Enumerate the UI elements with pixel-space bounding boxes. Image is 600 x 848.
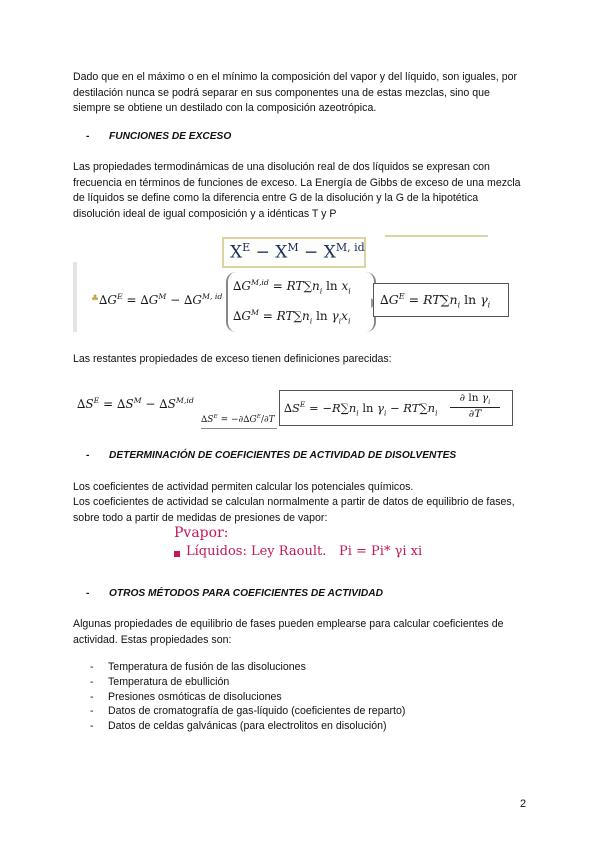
heading-title: DETERMINACIÓN DE COEFICIENTES DE ACTIVIDAD DE DISOLVENTES (109, 450, 457, 461)
intro-paragraph: Dado que en el máximo o en el mínimo la composición del vapor y del líquido, son iguales, por destilación nunca se podrá separar en sus componentes una de estas mezclas, sino que siempre se obtiene un destilado con la composición azeotrópica. (73, 71, 518, 114)
excess-gibbs-equation-figure (73, 232, 523, 344)
pvapor-label: Pvapor: (174, 525, 229, 541)
heading-bullet: - (86, 450, 90, 461)
list-item: - Presiones osmóticas de disoluciones (90, 690, 282, 703)
list-item: - Temperatura de ebullición (90, 675, 230, 688)
ge-result-box: $\Delta G^E = RT\sum n_i$ $\ln \gamma_i$ (373, 283, 509, 317)
xe-definition-box: $X^E - X^M - X^{M, id}$ (222, 237, 366, 268)
excess-entropy-equation-figure (73, 384, 513, 438)
page-number: 2 (520, 798, 527, 810)
section-heading-otros-metodos (86, 588, 383, 599)
section2-line2: Los coeficientes de actividad se calculan normalmente a partir de datos de equilibrio de fases, sobre todo a partir de medidas de presiones de vapor: (73, 496, 515, 524)
list-item: - Datos de cromatografía de gas-líquido (coeficientes de reparto) (90, 705, 406, 718)
section-heading-funciones-exceso (86, 131, 231, 142)
section3-paragraph: Algunas propiedades de equilibrio de fases pueden emplearse para calcular coeficientes de actividad. Estas propiedades son: (73, 618, 504, 646)
derivative-underline (201, 428, 277, 429)
delta-se-definition: $\Delta S^E = \Delta S^M - \Delta S^{M,id}$ (77, 396, 194, 411)
liquidos-label: Líquidos: Ley Raoult. (186, 544, 327, 559)
delta-gm-ideal: $\Delta G^{M,id} = RT\sum n_i$ $\ln x_i$ (233, 278, 351, 296)
delta-ge-main: $\Delta G^E = \Delta G^M - \Delta G^{M, id}$ (99, 292, 223, 307)
pink-bullet (174, 551, 180, 557)
section1-paragraph: Las propiedades termodinámicas de una disolución real de dos líquidos se expresan con frecuencia en términos de funciones de exceso. La Energía de Gibbs de exceso de una mezcla de líquidos se define como la diferencia entre G de la disolución y la G de la hipotética disolución ideal de igual composición y a idénticas T y P (73, 161, 521, 220)
list-item: - Datos de celdas galvánicas (para electrolitos en disolución) (90, 720, 387, 733)
section2-line1: Los coeficientes de actividad permiten calcular los potenciales químicos. (73, 481, 414, 493)
methods-list (90, 660, 405, 734)
heading-title: FUNCIONES DE EXCESO (109, 131, 232, 142)
raoult-formula: Pi = Pi* γi xi (339, 544, 423, 559)
gold-rule (385, 235, 488, 237)
heading-bullet: - (86, 588, 90, 599)
delta-se-derivative: $\Delta S^E = -\partial\Delta G^E/\partial T$ (201, 414, 275, 425)
section-heading-determinacion (86, 450, 456, 461)
delta-gm-real: $\Delta G^M = RT\sum n_i$ $\ln \gamma_ix_i$ (233, 308, 351, 326)
list-item: - Temperatura de fusión de las disoluciones (90, 661, 306, 673)
heading-title: OTROS MÉTODOS PARA COEFICIENTES DE ACTIVIDAD (109, 588, 383, 599)
raoult-law-figure (174, 525, 444, 571)
equation-edge-shadow (73, 262, 77, 332)
heading-bullet: - (86, 131, 90, 142)
se-result-box: $\Delta S^E = -R\sum n_i$ $\ln \gamma_i - RT\sum n_i$ ∂ $\ln \gamma_i$ ∂T (279, 390, 513, 426)
after-equation-text: Las restantes propiedades de exceso tienen definiciones parecidas: (73, 353, 392, 365)
small-marker-icon: ♣ (91, 294, 100, 304)
